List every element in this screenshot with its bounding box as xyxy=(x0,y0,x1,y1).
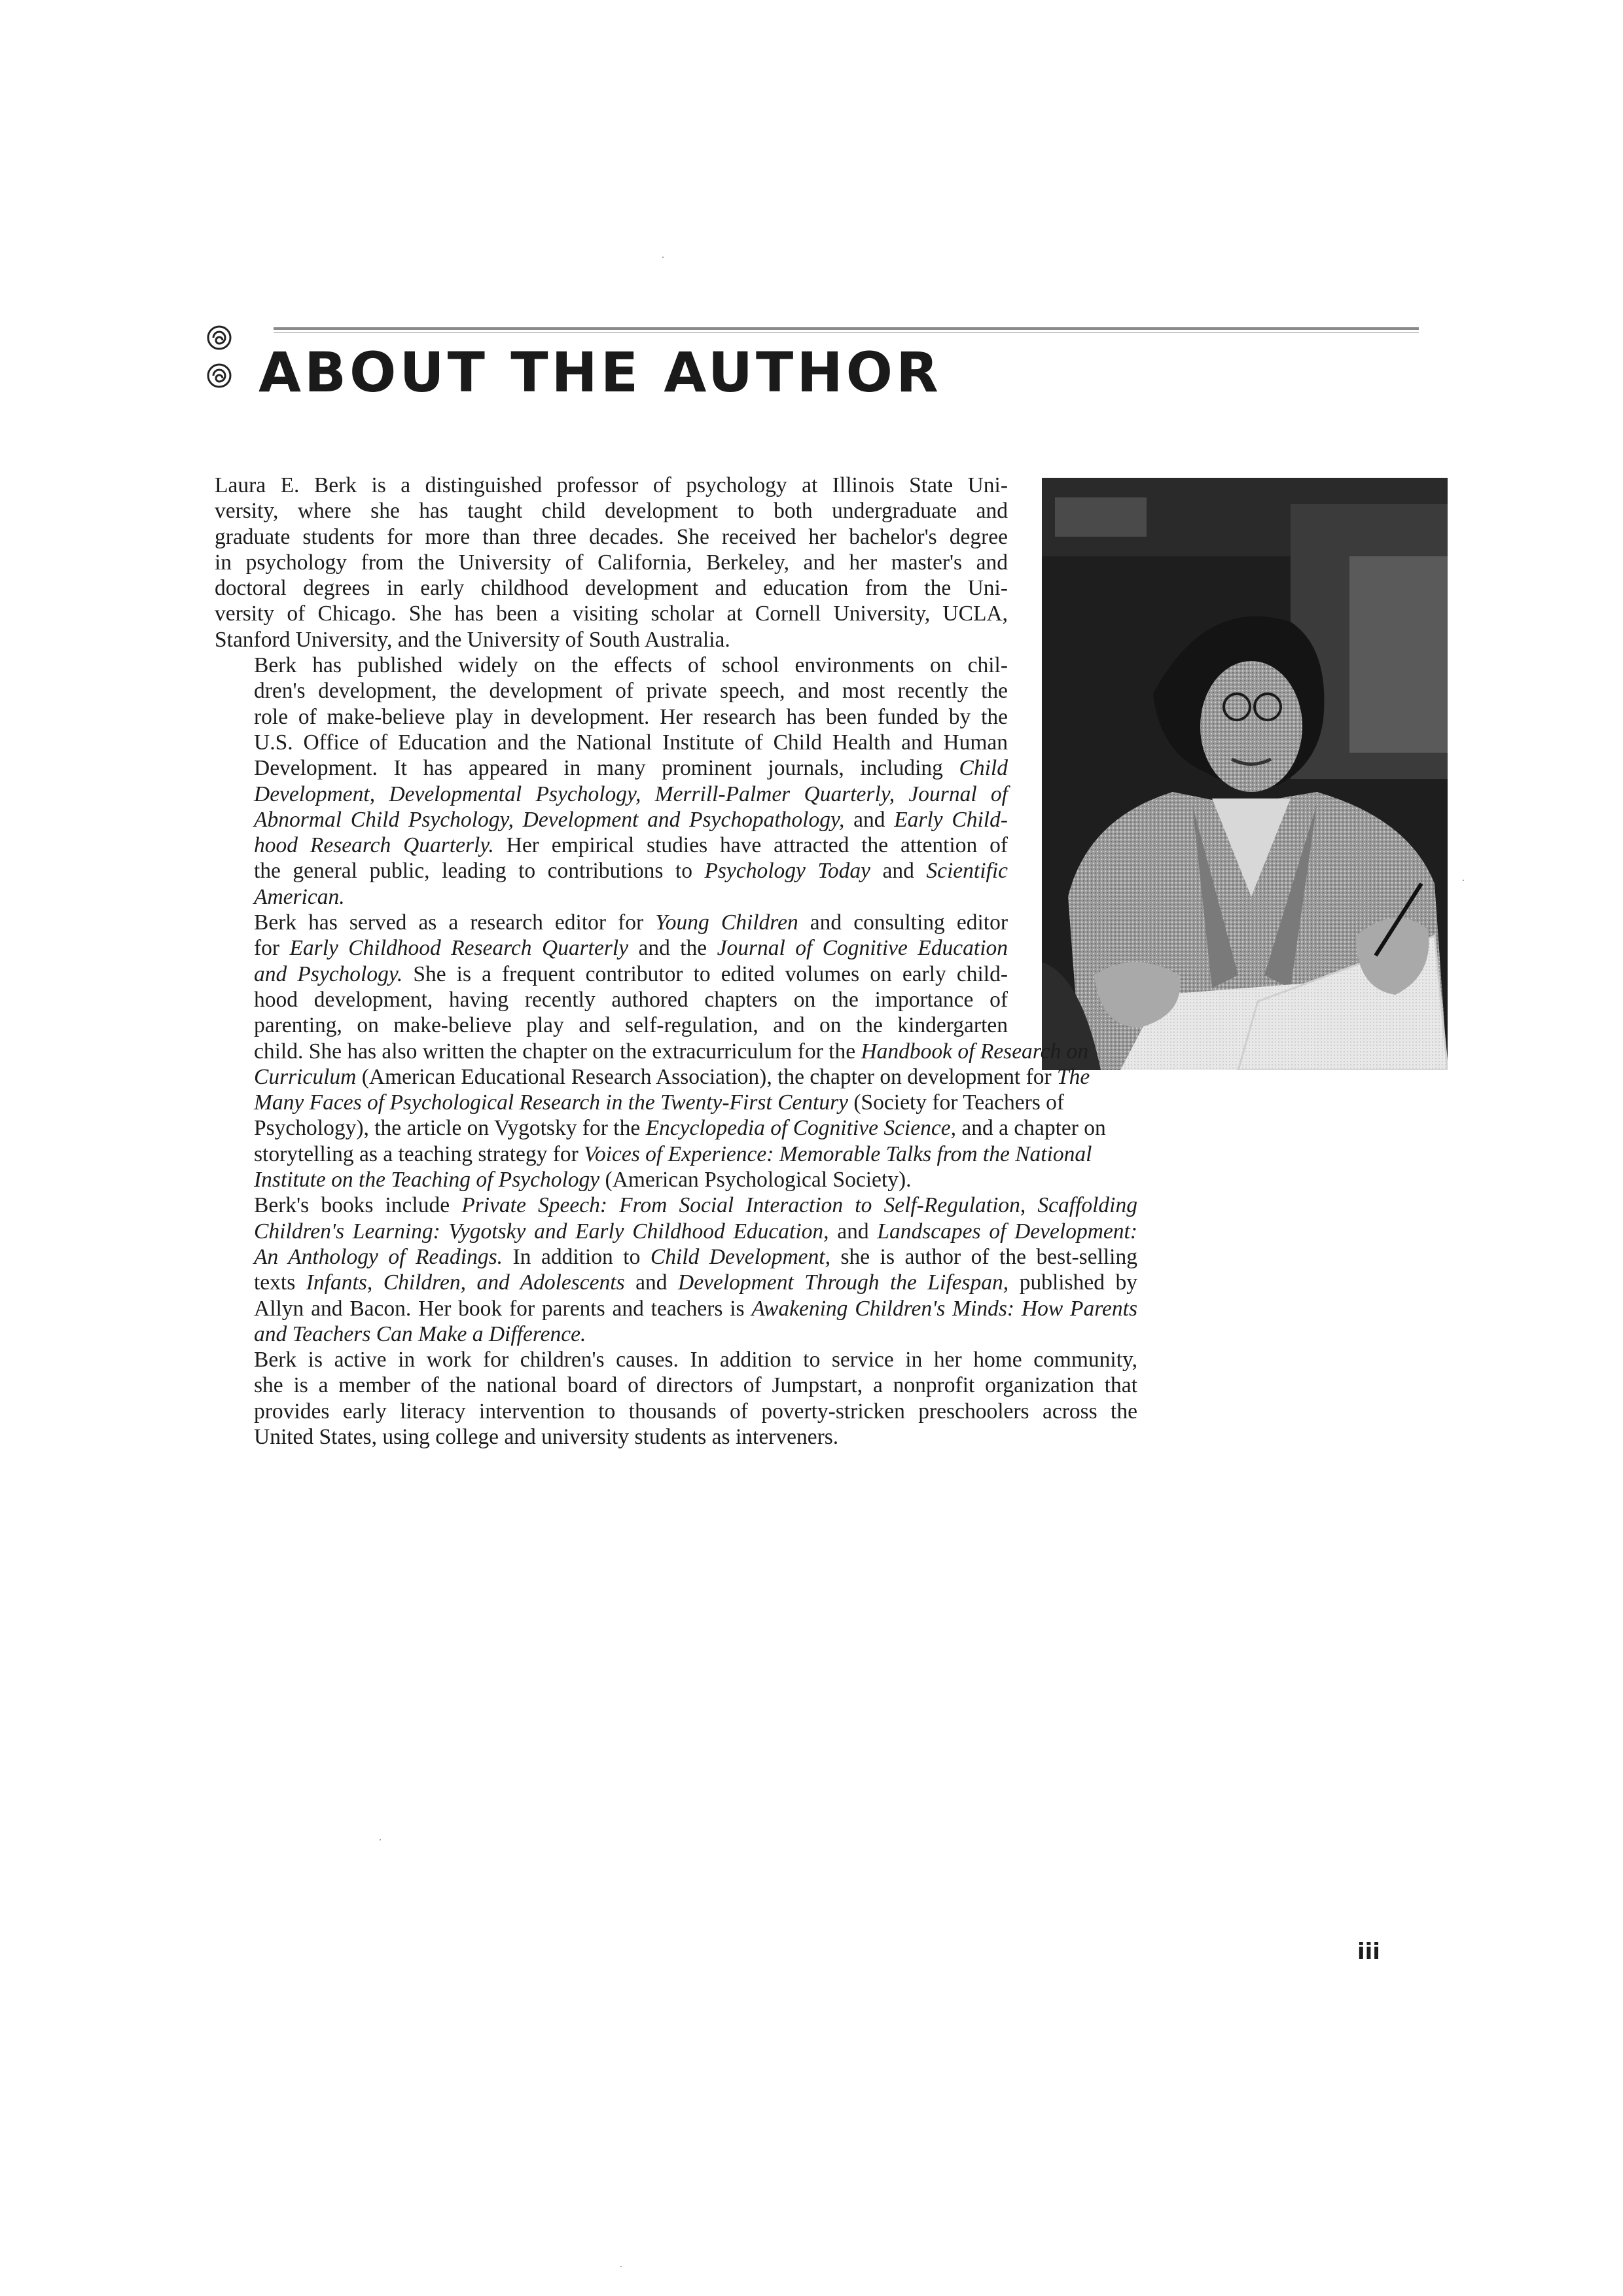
text-run: provides early literacy intervention to thousands of poverty-stricken preschoolers across the xyxy=(254,1399,1137,1424)
page-title: ABOUT THE AUTHOR xyxy=(259,340,942,404)
text-run: versity of Chicago. She has been a visiting scholar at Cornell University, UCLA, xyxy=(215,601,1008,626)
italic-title: Awakening Children's Minds: How Parents xyxy=(751,1296,1137,1321)
text-run: U.S. Office of Education and the National Institute of Child Health and Human xyxy=(254,730,1008,755)
text-run: storytelling as a teaching strategy for xyxy=(254,1141,584,1166)
italic-title: Institute on the Teaching of Psychology xyxy=(254,1168,600,1193)
author-bio xyxy=(215,473,1137,1450)
text-run: the general public, leading to contributions to xyxy=(254,859,705,884)
text-line xyxy=(215,498,1008,524)
text-line xyxy=(215,1167,1008,1193)
text-line xyxy=(215,935,1008,961)
text-run: She is a frequent contributor to edited volumes on early child- xyxy=(402,961,1008,986)
text-run: Psychology), the article on Vygotsky for the xyxy=(254,1116,646,1141)
text-line xyxy=(215,1296,1137,1321)
text-run: and the xyxy=(628,936,717,961)
text-line xyxy=(215,601,1008,626)
text-line xyxy=(215,884,1008,910)
italic-title: and Psychology. xyxy=(254,961,403,986)
text-line xyxy=(215,1321,1137,1347)
text-line xyxy=(215,910,1008,935)
italic-title: Abnormal Child Psychology, Development and Psychopathology, xyxy=(254,807,845,832)
page-number: iii xyxy=(1357,1939,1380,1965)
italic-title: hood Research Quarterly. xyxy=(254,833,494,858)
italic-title: Infants, Children, and Adolescents xyxy=(306,1270,625,1295)
text-run: Berk is active in work for children's causes. In addition to service in her home community, xyxy=(254,1348,1137,1372)
italic-title: Development, Developmental Psychology, Merrill-Palmer Quarterly, Journal of xyxy=(254,781,1008,806)
scan-speck xyxy=(620,2266,622,2267)
text-line xyxy=(215,1244,1137,1270)
text-line xyxy=(215,961,1008,987)
italic-title: Children's Learning: Vygotsky and Early Childhood Education, xyxy=(254,1219,829,1244)
text-line xyxy=(215,987,1008,1013)
text-run: and a chapter on xyxy=(955,1116,1106,1141)
italic-title: Private Speech: From Social Interaction to Self-Regulation, Scaffolding xyxy=(461,1193,1137,1218)
text-line xyxy=(215,807,1008,833)
text-run: graduate students for more than three decades. She received her bachelor's degree xyxy=(215,524,1008,549)
scan-speck xyxy=(1463,880,1464,881)
text-run: for xyxy=(254,936,290,961)
italic-title: American. xyxy=(254,884,345,909)
text-run: In addition to xyxy=(503,1244,651,1269)
text-run: parenting, on make-believe play and self-regulation, and on the kindergarten xyxy=(254,1013,1008,1038)
italic-title: Scientific xyxy=(926,859,1008,884)
text-run: and xyxy=(624,1270,679,1295)
text-run: Laura E. Berk is a distinguished professor of psychology at Illinois State Uni- xyxy=(215,473,1008,497)
text-line xyxy=(215,1399,1137,1424)
text-run: dren's development, the development of private speech, and most recently the xyxy=(254,679,1008,704)
text-run: in psychology from the University of California, Berkeley, and her master's and xyxy=(215,550,1008,575)
text-run: Allyn and Bacon. Her book for parents and teachers is xyxy=(254,1296,752,1321)
text-run: (American Psychological Society). xyxy=(599,1168,912,1193)
italic-title: Early Childhood Research Quarterly xyxy=(289,936,629,961)
text-line xyxy=(215,1141,1092,1167)
text-run: Development. It has appeared in many prominent journals, including xyxy=(254,756,959,781)
text-run: hood development, having recently authored chapters on the importance of xyxy=(254,987,1008,1012)
text-run: (Society for Teachers of xyxy=(848,1090,1065,1115)
text-line xyxy=(215,1090,1065,1115)
text-line xyxy=(215,473,1008,498)
italic-title: Young Children xyxy=(655,910,798,935)
text-run: and xyxy=(844,807,895,832)
text-run: and consulting editor xyxy=(798,910,1008,935)
text-line xyxy=(215,833,1008,858)
text-run: child. She has also written the chapter on the extracurriculum for the xyxy=(254,1039,861,1064)
text-line xyxy=(215,1372,1137,1398)
italic-title: Child xyxy=(959,756,1008,781)
text-line xyxy=(215,1347,1137,1372)
text-run: she is author of the best-selling xyxy=(830,1244,1137,1269)
text-run: United States, using college and university students as interveners. xyxy=(254,1424,839,1449)
text-run: role of make-believe play in development. Her research has been funded by the xyxy=(254,704,1008,729)
italic-title: The xyxy=(1057,1064,1090,1089)
text-run: published by xyxy=(1008,1270,1137,1295)
text-line xyxy=(215,1193,1137,1218)
text-line xyxy=(215,575,1008,601)
text-line xyxy=(215,1039,1089,1064)
text-run: Berk has served as a research editor for xyxy=(254,910,656,935)
text-run: Stanford University, and the University of South Australia. xyxy=(215,627,730,652)
text-line xyxy=(215,550,1008,575)
italic-title: Handbook of Research on xyxy=(861,1039,1089,1064)
text-line xyxy=(215,704,1008,730)
text-line xyxy=(215,1270,1137,1295)
text-run: Her empirical studies have attracted the attention of xyxy=(493,833,1008,858)
text-line xyxy=(215,653,1008,678)
scan-speck xyxy=(380,1839,381,1840)
text-line xyxy=(215,1424,1137,1450)
paragraph-3 xyxy=(215,910,1106,1193)
text-run: she is a member of the national board of directors of Jumpstart, a nonprofit organization that xyxy=(254,1373,1137,1398)
paragraph-4 xyxy=(215,1193,1137,1347)
text-line xyxy=(215,1064,1090,1090)
text-line xyxy=(215,1219,1137,1244)
scan-speck xyxy=(662,257,664,258)
italic-title: Many Faces of Psychological Research in the Twenty-First Century xyxy=(254,1090,849,1115)
text-run: Berk's books include xyxy=(254,1193,462,1218)
text-line xyxy=(215,627,1008,653)
italic-title: Development Through the Lifespan, xyxy=(678,1270,1009,1295)
text-run: (American Educational Research Association), the chapter on development for xyxy=(356,1064,1058,1089)
italic-title: Encyclopedia of Cognitive Science, xyxy=(645,1116,956,1141)
text-line xyxy=(215,755,1008,781)
italic-title: Journal of Cognitive Education xyxy=(717,936,1008,961)
paragraph-5 xyxy=(215,1347,1137,1450)
stacked-spiral-icon xyxy=(204,321,234,394)
text-run: and xyxy=(829,1219,878,1244)
italic-title: Child Development, xyxy=(650,1244,830,1269)
italic-title: Landscapes of Development: xyxy=(877,1219,1137,1244)
paragraph-2 xyxy=(215,653,1008,910)
text-run: texts xyxy=(254,1270,306,1295)
paragraph-1 xyxy=(215,473,1008,653)
text-run: Berk has published widely on the effects of school environments on chil- xyxy=(254,653,1008,678)
text-line xyxy=(215,678,1008,704)
text-run: and xyxy=(870,859,927,884)
text-line xyxy=(215,781,1008,807)
text-line xyxy=(215,524,1008,550)
italic-title: An Anthology of Readings. xyxy=(254,1244,503,1269)
italic-title: and Teachers Can Make a Difference. xyxy=(254,1321,586,1346)
italic-title: Voices of Experience: Memorable Talks from the National xyxy=(584,1141,1092,1166)
text-line xyxy=(215,730,1008,755)
header-rule xyxy=(274,327,1419,330)
text-line xyxy=(215,1013,1008,1038)
text-run: doctoral degrees in early childhood development and education from the Uni- xyxy=(215,576,1008,601)
text-line xyxy=(215,1115,1106,1141)
italic-title: Curriculum xyxy=(254,1064,357,1089)
italic-title: Early Child- xyxy=(894,807,1008,832)
text-run: versity, where she has taught child development to both undergraduate and xyxy=(215,499,1008,524)
italic-title: Psychology Today xyxy=(704,859,871,884)
text-line xyxy=(215,858,1008,884)
